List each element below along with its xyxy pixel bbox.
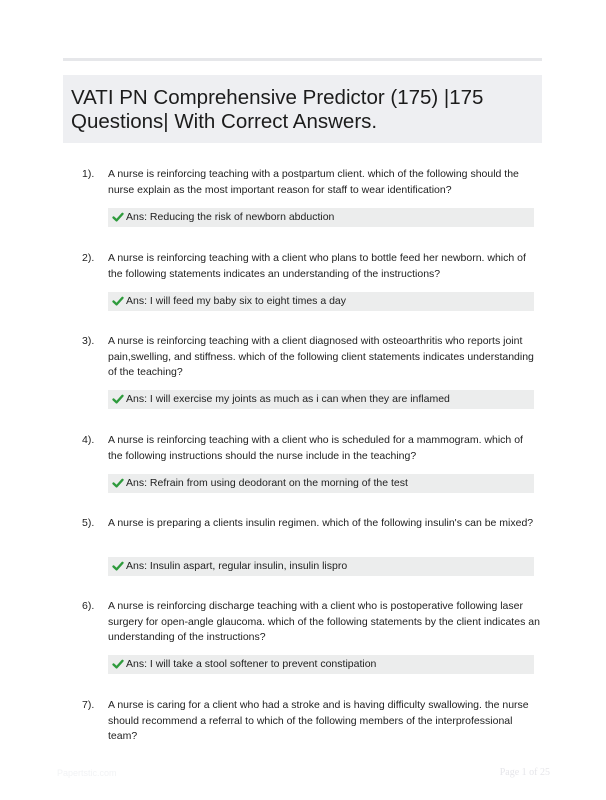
question-number: 1). bbox=[82, 168, 95, 180]
question-number: 4). bbox=[82, 434, 95, 446]
question-number: 6). bbox=[82, 600, 95, 612]
answer-box bbox=[108, 655, 534, 674]
answer-text: Ans: I will feed my baby six to eight times a day bbox=[126, 295, 347, 307]
checkmark-icon bbox=[112, 211, 124, 223]
document-title: VATI PN Comprehensive Predictor (175) |175 Questions| With Correct Answers. bbox=[71, 86, 484, 133]
question-text: A nurse is reinforcing teaching with a client diagnosed with osteoarthritis who reports joint pain,swelling, and stiffness. which of the following client statements indicates understanding of the teaching? bbox=[108, 335, 534, 378]
checkmark-icon bbox=[112, 477, 124, 489]
question-number: 7). bbox=[82, 699, 95, 711]
footer-site-watermark: Papertstic.com bbox=[57, 768, 117, 778]
answer-text: Ans: Refrain from using deodorant on the morning of the test bbox=[126, 477, 408, 489]
checkmark-icon bbox=[112, 658, 124, 670]
question-text: A nurse is reinforcing teaching with a client who plans to bottle feed her newborn. which of the following statements indicates an understanding of the instructions? bbox=[108, 252, 526, 280]
checkmark-icon bbox=[112, 295, 124, 307]
question-number: 5). bbox=[82, 517, 95, 529]
answer-box bbox=[108, 208, 534, 227]
question-text: A nurse is reinforcing teaching with a postpartum client. which of the following should the nurse explain as the most important reason for staff to wear identification? bbox=[108, 168, 519, 196]
answer-box bbox=[108, 474, 534, 493]
answer-box bbox=[108, 390, 534, 409]
answer-text: Ans: I will take a stool softener to prevent constipation bbox=[126, 658, 377, 670]
question-text: A nurse is preparing a clients insulin regimen. which of the following insulin's can be mixed? bbox=[108, 517, 534, 529]
answer-text: Ans: Insulin aspart, regular insulin, insulin lispro bbox=[126, 560, 348, 572]
answer-text: Ans: Reducing the risk of newborn abduction bbox=[126, 211, 335, 223]
question-number: 3). bbox=[82, 335, 95, 347]
answer-box bbox=[108, 292, 534, 311]
answer-text: Ans: I will exercise my joints as much as i can when they are inflamed bbox=[126, 393, 450, 405]
question-text: A nurse is caring for a client who had a stroke and is having difficulty swallowing. the nurse should recommend a referral to which of the following members of the interprofessional team? bbox=[108, 699, 529, 742]
page-number: Page 1 of 25 bbox=[499, 767, 550, 778]
question-text: A nurse is reinforcing discharge teaching with a client who is postoperative following laser surgery for open-angle glaucoma. which of the following statements by the client indicates an understanding of the instructions? bbox=[108, 600, 540, 643]
question-text: A nurse is reinforcing teaching with a client who is scheduled for a mammogram. which of the following instructions should the nurse include in the teaching? bbox=[108, 434, 523, 462]
checkmark-icon bbox=[112, 393, 124, 405]
answer-box bbox=[108, 557, 534, 576]
checkmark-icon bbox=[112, 560, 124, 572]
question-number: 2). bbox=[82, 252, 95, 264]
